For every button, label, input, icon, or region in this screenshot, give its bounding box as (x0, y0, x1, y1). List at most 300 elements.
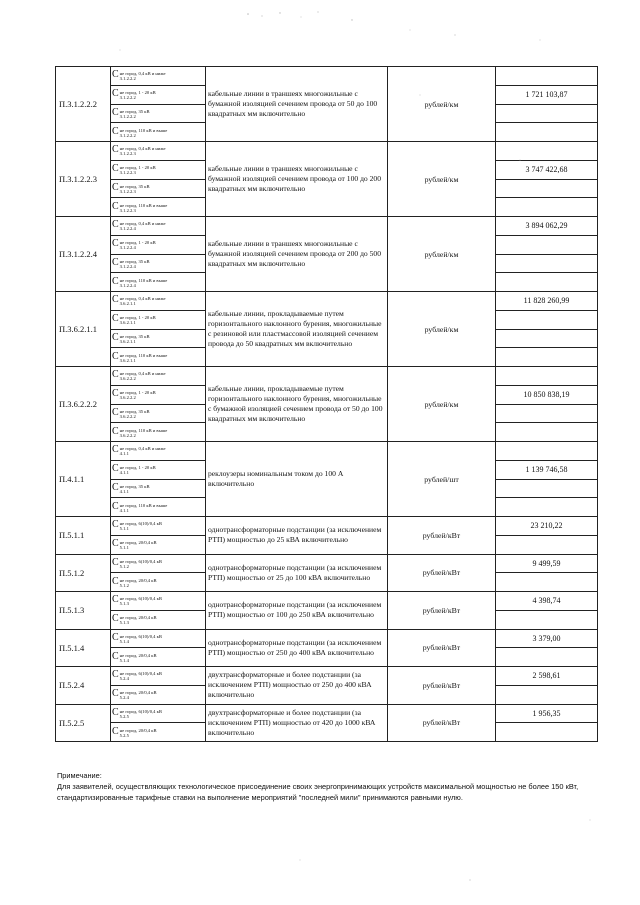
sub-category-label: не город, 1 - 20 кВ (119, 90, 156, 96)
sub-category-cell (111, 254, 206, 273)
tariff-table-body (56, 67, 598, 742)
sub-category-cell (111, 273, 206, 292)
sub-category-texts (120, 708, 162, 719)
sub-category-texts (120, 220, 166, 231)
sub-category-code: 3.1.2.2.4 (119, 245, 136, 251)
c-letter: С (112, 182, 119, 193)
sub-category-code: 4.1.1 (119, 451, 129, 457)
sub-category-label: не город, 0,4 кВ и ниже (119, 371, 166, 377)
sub-category (111, 652, 205, 663)
item-unit: рублей/км (388, 292, 496, 367)
c-letter: С (112, 239, 119, 250)
sub-category-cell (111, 104, 206, 123)
table-row (56, 592, 598, 611)
sub-category-code: 3.1.2.2.2 (119, 76, 136, 82)
sub-category-code: 3.1.2.2.3 (119, 207, 136, 213)
c-letter: С (112, 276, 119, 287)
sub-category (111, 727, 205, 738)
sub-category-label: не город, 110 кВ и выше (119, 202, 168, 208)
sub-category-label: не город, 1 - 20 кВ (119, 465, 156, 471)
item-unit: рублей/км (388, 67, 496, 142)
sub-category-cell (111, 517, 206, 536)
c-letter: С (112, 539, 119, 550)
sub-category-texts (120, 258, 150, 269)
sub-category (111, 633, 205, 644)
c-letter: С (112, 614, 119, 625)
c-letter: С (112, 314, 119, 325)
sub-category-cell (111, 85, 206, 104)
c-letter: С (112, 201, 119, 212)
c-letter: С (112, 464, 119, 475)
sub-category-code: 3.1.2.2.4 (119, 282, 136, 288)
c-letter: С (112, 89, 119, 100)
sub-category-texts (120, 145, 166, 156)
c-letter: С (112, 707, 119, 718)
sub-category-texts (120, 520, 162, 531)
sub-category-cell (111, 610, 206, 629)
sub-category-code: 5.1.3 (119, 601, 129, 607)
item-code: П.3.6.2.2.2 (56, 367, 111, 442)
sub-category-code: 5.1.2 (119, 563, 129, 569)
table-row (56, 367, 598, 386)
price-empty-cell (496, 498, 598, 517)
sub-category-texts (120, 89, 156, 100)
item-description: кабельные линии в траншеях многожильные с бумажной изоляцией сечением провода от 50 до 100 квадратных мм включительно (206, 67, 388, 142)
item-description: однотрансформаторные подстанции (за исключением РТП) мощностью до 25 кВА включительно (206, 517, 388, 555)
item-unit: рублей/кВт (388, 517, 496, 555)
item-unit: рублей/км (388, 142, 496, 217)
sub-category (111, 689, 205, 700)
sub-category (111, 558, 205, 569)
sub-category-texts (120, 408, 150, 419)
sub-category-cell (111, 648, 206, 667)
sub-category-label: не город, 20/0,4 кВ (119, 652, 157, 658)
c-letter: С (112, 220, 119, 231)
footnote-title: Примечание: (57, 771, 102, 780)
sub-category (111, 277, 205, 288)
sub-category (111, 389, 205, 400)
sub-category (111, 483, 205, 494)
item-unit: рублей/кВт (388, 629, 496, 667)
sub-category (111, 708, 205, 719)
sub-category-label: не город, 1 - 20 кВ (119, 315, 156, 321)
c-letter: С (112, 445, 119, 456)
price-empty-cell (496, 573, 598, 592)
sub-category (111, 614, 205, 625)
sub-category-texts (120, 370, 166, 381)
price-empty-cell (496, 442, 598, 461)
table-row (56, 667, 598, 686)
item-price: 4 398,74 (496, 592, 598, 611)
sub-category-label: не город, 6(10)/0,4 кВ (119, 596, 162, 602)
item-code: П.5.1.4 (56, 629, 111, 667)
sub-category-cell (111, 479, 206, 498)
sub-category-label: не город, 20/0,4 кВ (119, 577, 157, 583)
sub-category-cell (111, 123, 206, 142)
sub-category-cell (111, 142, 206, 161)
sub-category-texts (120, 295, 166, 306)
item-code: П.3.6.2.1.1 (56, 292, 111, 367)
table-row (56, 292, 598, 311)
price-empty-cell (496, 235, 598, 254)
sub-category (111, 352, 205, 363)
sub-category-label: не город, 35 кВ (119, 483, 150, 489)
sub-category-code: 3.1.2.2.3 (119, 188, 136, 194)
sub-category-label: не город, 6(10)/0,4 кВ (119, 708, 162, 714)
c-letter: С (112, 332, 119, 343)
item-price: 1 956,35 (496, 704, 598, 723)
sub-category-label: не город, 35 кВ (119, 183, 150, 189)
sub-category-texts (120, 427, 168, 438)
sub-category (111, 539, 205, 550)
sub-category (111, 89, 205, 100)
sub-category-cell (111, 535, 206, 554)
sub-category (111, 333, 205, 344)
sub-category-code: 3.1.2.2.4 (119, 226, 136, 232)
c-letter: С (112, 482, 119, 493)
price-empty-cell (496, 273, 598, 292)
sub-category-texts (120, 389, 156, 400)
price-empty-cell (496, 179, 598, 198)
sub-category-texts (120, 670, 162, 681)
sub-category-texts (120, 183, 150, 194)
sub-category-code: 3.6.2.2.2 (119, 395, 136, 401)
price-empty-cell (496, 685, 598, 704)
sub-category-cell (111, 460, 206, 479)
sub-category-texts (120, 502, 168, 513)
price-empty-cell (496, 123, 598, 142)
sub-category-code: 5.2.4 (119, 676, 129, 682)
item-code: П.5.2.5 (56, 704, 111, 742)
sub-category-texts (120, 633, 162, 644)
item-unit: рублей/шт (388, 442, 496, 517)
sub-category-label: не город, 20/0,4 кВ (119, 727, 157, 733)
sub-category-texts (120, 277, 168, 288)
price-empty-cell (496, 423, 598, 442)
item-price: 3 379,00 (496, 629, 598, 648)
item-code: П.5.1.2 (56, 554, 111, 592)
sub-category-texts (120, 727, 157, 738)
sub-category-label: не город, 6(10)/0,4 кВ (119, 558, 162, 564)
price-empty-cell (496, 610, 598, 629)
table-row (56, 704, 598, 723)
sub-category-code: 3.1.2.2.4 (119, 263, 136, 269)
item-description: кабельные линии, прокладываемые путем горизонтального наклонного бурения, многожильные с бумажной изоляцией сечением провода от 50 до 100 квадратных мм включительно (206, 367, 388, 442)
sub-category (111, 145, 205, 156)
item-description: однотрансформаторные подстанции (за исключением РТП) мощностью от 250 до 400 кВА включительно (206, 629, 388, 667)
sub-category-cell (111, 198, 206, 217)
sub-category-texts (120, 652, 157, 663)
sub-category (111, 464, 205, 475)
c-letter: С (112, 389, 119, 400)
sub-category-cell (111, 554, 206, 573)
sub-category-label: не город, 20/0,4 кВ (119, 690, 157, 696)
c-letter: С (112, 557, 119, 568)
sub-category-code: 5.2.5 (119, 732, 129, 738)
sub-category-texts (120, 202, 168, 213)
item-code: П.5.1.1 (56, 517, 111, 555)
item-unit: рублей/кВт (388, 554, 496, 592)
sub-category-code: 3.6.2.2.2 (119, 432, 136, 438)
sub-category-code: 5.1.1 (119, 526, 129, 532)
sub-category-code: 5.2.4 (119, 695, 129, 701)
sub-category-cell (111, 292, 206, 311)
price-empty-cell (496, 67, 598, 86)
sub-category-cell (111, 329, 206, 348)
sub-category (111, 595, 205, 606)
sub-category (111, 445, 205, 456)
sub-category (111, 220, 205, 231)
sub-category-code: 5.1.4 (119, 638, 129, 644)
sub-category-code: 3.6.2.1.1 (119, 357, 136, 363)
c-letter: С (112, 370, 119, 381)
item-price: 23 210,22 (496, 517, 598, 536)
sub-category-cell (111, 348, 206, 367)
sub-category-label: не город, 20/0,4 кВ (119, 540, 157, 546)
sub-category-code: 5.2.5 (119, 713, 129, 719)
sub-category-code: 3.6.2.1.1 (119, 320, 136, 326)
sub-category-code: 5.1.2 (119, 582, 129, 588)
sub-category-label: не город, 110 кВ и выше (119, 427, 168, 433)
item-unit: рублей/км (388, 217, 496, 292)
sub-category-label: не город, 1 - 20 кВ (119, 390, 156, 396)
sub-category (111, 577, 205, 588)
price-empty-cell (496, 648, 598, 667)
sub-category-label: не город, 0,4 кВ и ниже (119, 446, 166, 452)
sub-category-cell (111, 704, 206, 723)
tariff-table (55, 66, 598, 742)
c-letter: С (112, 632, 119, 643)
price-empty-cell (496, 142, 598, 161)
sub-category-texts (120, 614, 157, 625)
sub-category-label: не город, 110 кВ и выше (119, 277, 168, 283)
sub-category-texts (120, 483, 150, 494)
c-letter: С (112, 295, 119, 306)
sub-category-cell (111, 235, 206, 254)
sub-category-texts (120, 558, 162, 569)
price-empty-cell (496, 329, 598, 348)
sub-category-code: 3.1.2.2.3 (119, 170, 136, 176)
sub-category-label: не город, 35 кВ (119, 408, 150, 414)
table-row (56, 442, 598, 461)
sub-category-cell (111, 385, 206, 404)
price-empty-cell (496, 404, 598, 423)
sub-category-code: 5.1.3 (119, 620, 129, 626)
c-letter: С (112, 70, 119, 81)
c-letter: С (112, 576, 119, 587)
table-row (56, 554, 598, 573)
item-price: 11 828 260,99 (496, 292, 598, 311)
item-description: реклоузеры номинальным током до 100 А включительно (206, 442, 388, 517)
item-price: 1 139 746,58 (496, 460, 598, 479)
sub-category-label: не город, 35 кВ (119, 258, 150, 264)
c-letter: С (112, 164, 119, 175)
sub-category-cell (111, 723, 206, 742)
sub-category-label: не город, 110 кВ и выше (119, 502, 168, 508)
item-code: П.5.1.3 (56, 592, 111, 630)
sub-category-cell (111, 160, 206, 179)
sub-category-label: не город, 110 кВ и выше (119, 352, 168, 358)
table-row (56, 629, 598, 648)
item-unit: рублей/кВт (388, 667, 496, 705)
item-unit: рублей/кВт (388, 592, 496, 630)
sub-category-texts (120, 108, 150, 119)
sub-category (111, 502, 205, 513)
item-unit: рублей/кВт (388, 704, 496, 742)
price-empty-cell (496, 310, 598, 329)
sub-category-cell (111, 404, 206, 423)
sub-category (111, 127, 205, 138)
sub-category-label: не город, 0,4 кВ и ниже (119, 146, 166, 152)
sub-category-texts (120, 352, 168, 363)
sub-category (111, 427, 205, 438)
price-empty-cell (496, 479, 598, 498)
sub-category-code: 4.1.1 (119, 470, 129, 476)
c-letter: С (112, 107, 119, 118)
sub-category-texts (120, 539, 157, 550)
sub-category (111, 314, 205, 325)
sub-category (111, 370, 205, 381)
sub-category-label: не город, 20/0,4 кВ (119, 615, 157, 621)
sub-category-cell (111, 685, 206, 704)
sub-category (111, 520, 205, 531)
sub-category-texts (120, 314, 156, 325)
c-letter: С (112, 651, 119, 662)
price-empty-cell (496, 198, 598, 217)
item-code: П.3.1.2.2.4 (56, 217, 111, 292)
c-letter: С (112, 595, 119, 606)
c-letter: С (112, 407, 119, 418)
sub-category (111, 70, 205, 81)
sub-category (111, 258, 205, 269)
item-description: кабельные линии в траншеях многожильные с бумажной изоляцией сечением провода от 200 до 500 квадратных мм включительно (206, 217, 388, 292)
sub-category-label: не город, 1 - 20 кВ (119, 165, 156, 171)
table-row (56, 517, 598, 536)
sub-category-cell (111, 179, 206, 198)
sub-category (111, 670, 205, 681)
table-row (56, 217, 598, 236)
sub-category-label: не город, 35 кВ (119, 333, 150, 339)
sub-category-code: 3.1.2.2.2 (119, 95, 136, 101)
sub-category (111, 164, 205, 175)
item-price: 3 894 062,29 (496, 217, 598, 236)
sub-category-code: 5.1.4 (119, 657, 129, 663)
c-letter: С (112, 257, 119, 268)
sub-category (111, 183, 205, 194)
sub-category-cell (111, 310, 206, 329)
sub-category-code: 3.6.2.2.2 (119, 376, 136, 382)
c-letter: С (112, 689, 119, 700)
sub-category (111, 202, 205, 213)
sub-category-cell (111, 217, 206, 236)
sub-category-texts (120, 445, 166, 456)
c-letter: С (112, 126, 119, 137)
item-code: П.3.1.2.2.2 (56, 67, 111, 142)
sub-category-code: 3.1.2.2.2 (119, 132, 136, 138)
item-price: 10 850 838,19 (496, 385, 598, 404)
sub-category-code: 3.1.2.2.2 (119, 113, 136, 119)
item-description: кабельные линии в траншеях многожильные с бумажной изоляцией сечением провода от 100 до 200 квадратных мм включительно (206, 142, 388, 217)
sub-category-cell (111, 592, 206, 611)
sub-category-texts (120, 164, 156, 175)
c-letter: С (112, 670, 119, 681)
c-letter: С (112, 520, 119, 531)
item-description: двухтрансформаторные и более подстанции (за исключением РТП) мощностью от 250 до 400 кВА включительно (206, 667, 388, 705)
sub-category-texts (120, 595, 162, 606)
c-letter: С (112, 726, 119, 737)
price-empty-cell (496, 104, 598, 123)
sub-category-texts (120, 577, 157, 588)
item-price: 9 499,59 (496, 554, 598, 573)
footnote (57, 770, 587, 803)
item-description: однотрансформаторные подстанции (за исключением РТП) мощностью от 25 до 100 кВА включительно (206, 554, 388, 592)
sub-category-code: 4.1.1 (119, 507, 129, 513)
item-price: 2 598,61 (496, 667, 598, 686)
sub-category-cell (111, 498, 206, 517)
sub-category-label: не город, 1 - 20 кВ (119, 240, 156, 246)
price-empty-cell (496, 367, 598, 386)
item-description: однотрансформаторные подстанции (за исключением РТП) мощностью от 100 до 250 кВА включительно (206, 592, 388, 630)
c-letter: С (112, 145, 119, 156)
sub-category (111, 408, 205, 419)
sub-category-label: не город, 0,4 кВ и ниже (119, 296, 166, 302)
item-unit: рублей/км (388, 367, 496, 442)
sub-category-texts (120, 464, 156, 475)
sub-category-label: не город, 6(10)/0,4 кВ (119, 633, 162, 639)
sub-category-code: 4.1.1 (119, 488, 129, 494)
sub-category-texts (120, 127, 168, 138)
item-price: 3 747 422,68 (496, 160, 598, 179)
sub-category (111, 239, 205, 250)
sub-category-label: не город, 110 кВ и выше (119, 127, 168, 133)
sub-category-cell (111, 67, 206, 86)
c-letter: С (112, 351, 119, 362)
sub-category-code: 5.1.1 (119, 545, 129, 551)
c-letter: С (112, 501, 119, 512)
sub-category-code: 3.6.2.1.1 (119, 338, 136, 344)
sub-category (111, 295, 205, 306)
c-letter: С (112, 426, 119, 437)
sub-category-cell (111, 367, 206, 386)
table-row (56, 67, 598, 86)
sub-category-cell (111, 629, 206, 648)
item-description: двухтрансформаторные и более подстанции (за исключением РТП) мощностью от 420 до 1000 кВА включительно (206, 704, 388, 742)
price-empty-cell (496, 254, 598, 273)
sub-category-texts (120, 689, 157, 700)
sub-category-label: не город, 0,4 кВ и ниже (119, 71, 166, 77)
footnote-text: Для заявителей, осуществляющих технологическое присоединение своих энергопринимающих устройств максимальной мощностью не более 150 кВт, стандартизированные тарифные ставки на выполнение мероприятий "последней мили" принимаются равными нулю. (57, 782, 579, 802)
sub-category-label: не город, 35 кВ (119, 108, 150, 114)
table-row (56, 142, 598, 161)
sub-category-label: не город, 0,4 кВ и ниже (119, 221, 166, 227)
sub-category-code: 3.6.2.2.2 (119, 413, 136, 419)
sub-category-label: не город, 6(10)/0,4 кВ (119, 671, 162, 677)
item-code: П.3.1.2.2.3 (56, 142, 111, 217)
sub-category-label: не город, 6(10)/0,4 кВ (119, 521, 162, 527)
sub-category-code: 3.6.2.1.1 (119, 301, 136, 307)
item-code: П.4.1.1 (56, 442, 111, 517)
sub-category-texts (120, 239, 156, 250)
item-description: кабельные линии, прокладываемые путем горизонтального наклонного бурения, многожильные с резиновой или пластмассовой изоляцией сечением провода до 50 квадратных мм включительно (206, 292, 388, 367)
sub-category-cell (111, 573, 206, 592)
sub-category-cell (111, 667, 206, 686)
sub-category-cell (111, 442, 206, 461)
item-code: П.5.2.4 (56, 667, 111, 705)
sub-category-texts (120, 70, 166, 81)
sub-category-code: 3.1.2.2.3 (119, 151, 136, 157)
price-empty-cell (496, 535, 598, 554)
price-empty-cell (496, 348, 598, 367)
